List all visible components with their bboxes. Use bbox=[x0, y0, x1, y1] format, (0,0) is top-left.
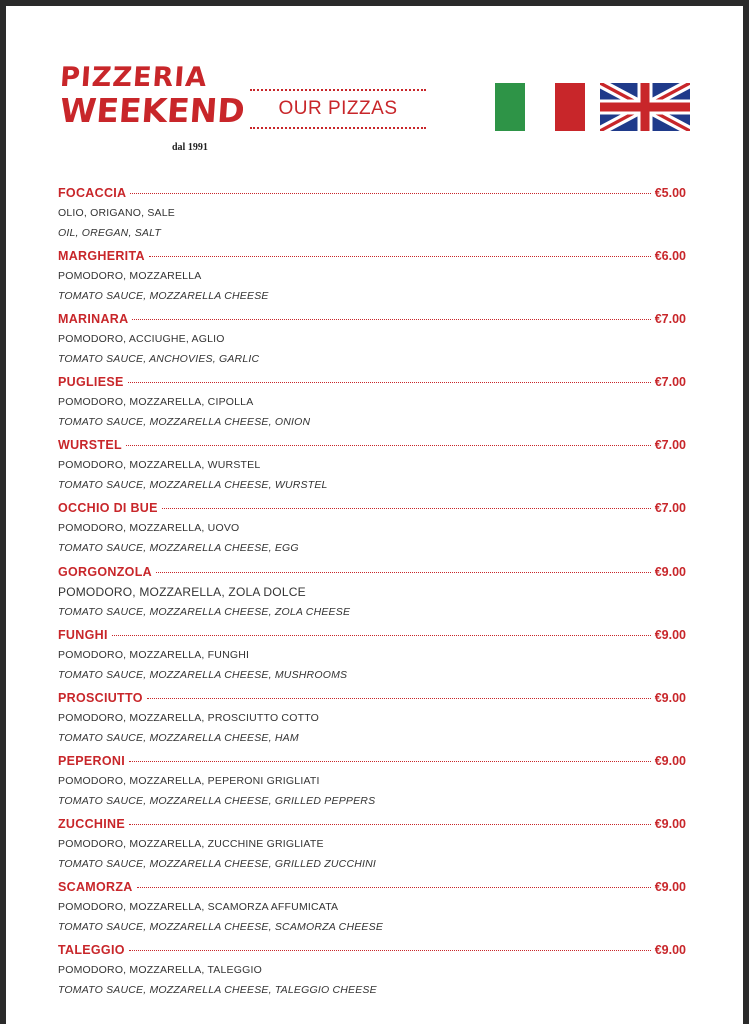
pizzeria-logo bbox=[58, 62, 247, 162]
dot-leader bbox=[129, 950, 651, 951]
title-rule-top bbox=[250, 89, 426, 91]
section-title-text: OUR PIZZAS bbox=[278, 98, 398, 119]
dot-leader bbox=[149, 256, 651, 257]
italian-flag-icon[interactable] bbox=[495, 83, 585, 131]
pizza-name: MARINARA bbox=[58, 312, 129, 327]
pizza-price: €9.00 bbox=[654, 880, 686, 895]
menu-item bbox=[58, 498, 686, 561]
menu-item bbox=[58, 814, 686, 877]
ingredients-italian: POMODORO, MOZZARELLA, CIPOLLA bbox=[58, 396, 254, 409]
italy-white-stripe bbox=[525, 83, 555, 131]
pizza-price: €7.00 bbox=[654, 438, 686, 453]
pizza-price: €9.00 bbox=[654, 943, 686, 958]
menu-page bbox=[6, 6, 743, 1024]
menu-item bbox=[58, 688, 686, 751]
menu-item bbox=[58, 940, 686, 1003]
pizza-price: €7.00 bbox=[654, 312, 686, 327]
menu-item bbox=[58, 751, 686, 814]
menu-item-header bbox=[58, 246, 686, 266]
ingredients-italian: POMODORO, MOZZARELLA bbox=[58, 270, 202, 283]
ingredients-italian: POMODORO, ACCIUGHE, AGLIO bbox=[58, 333, 225, 346]
ingredients-italian: OLIO, ORIGANO, SALE bbox=[58, 207, 175, 219]
logo-line-2: WEEKEND bbox=[58, 91, 247, 130]
dot-leader bbox=[137, 887, 651, 888]
ingredients-english: TOMATO SAUCE, MOZZARELLA CHEESE, HAM bbox=[58, 731, 299, 744]
menu-item-header bbox=[58, 372, 686, 392]
ingredients-italian: POMODORO, MOZZARELLA, TALEGGIO bbox=[58, 964, 262, 977]
ingredients-italian: POMODORO, MOZZARELLA, UOVO bbox=[58, 522, 240, 535]
ingredients-english: TOMATO SAUCE, MOZZARELLA CHEESE, GRILLED PEPPERS bbox=[58, 794, 376, 807]
pizza-name: WURSTEL bbox=[58, 438, 122, 453]
dot-leader bbox=[130, 193, 650, 194]
since-label: dal 1991 bbox=[172, 142, 208, 153]
section-title bbox=[250, 89, 426, 129]
ingredients-italian: POMODORO, MOZZARELLA, WURSTEL bbox=[58, 459, 261, 472]
ingredients-english: TOMATO SAUCE, MOZZARELLA CHEESE, WURSTEL bbox=[58, 479, 328, 492]
menu-item-header bbox=[58, 814, 686, 834]
pizza-name: TALEGGIO bbox=[58, 943, 125, 958]
pizza-price: €6.00 bbox=[654, 249, 686, 264]
menu-item bbox=[58, 372, 686, 435]
italy-red-stripe bbox=[555, 83, 585, 131]
pizza-name: ZUCCHINE bbox=[58, 816, 125, 831]
ingredients-italian: POMODORO, MOZZARELLA, ZUCCHINE GRIGLIATE bbox=[58, 837, 324, 850]
dot-leader bbox=[147, 698, 651, 699]
pizza-name: SCAMORZA bbox=[58, 880, 133, 895]
menu-item bbox=[58, 309, 686, 372]
pizza-price: €5.00 bbox=[654, 186, 686, 200]
pizza-price: €7.00 bbox=[654, 501, 686, 516]
menu-item-header bbox=[58, 940, 686, 960]
dot-leader bbox=[128, 382, 651, 383]
ingredients-english: TOMATO SAUCE, MOZZARELLA CHEESE, TALEGGIO CHEESE bbox=[58, 984, 377, 997]
pizza-price: €7.00 bbox=[654, 375, 686, 390]
ingredients-english: TOMATO SAUCE, MOZZARELLA CHEESE, EGG bbox=[58, 542, 299, 555]
pizza-name: GORGONZOLA bbox=[58, 564, 152, 579]
pizza-name: OCCHIO DI BUE bbox=[58, 501, 158, 516]
pizza-price: €9.00 bbox=[654, 816, 686, 831]
menu-item bbox=[58, 625, 686, 688]
pizza-price: €9.00 bbox=[654, 690, 686, 705]
pizza-name: FUNGHI bbox=[58, 627, 108, 642]
logo-line-1: PIZZERIA bbox=[58, 62, 209, 93]
italy-green-stripe bbox=[495, 83, 525, 131]
ingredients-italian: POMODORO, MOZZARELLA, ZOLA DOLCE bbox=[58, 584, 306, 599]
ingredients-italian: POMODORO, MOZZARELLA, FUNGHI bbox=[58, 648, 250, 661]
ingredients-english: TOMATO SAUCE, MOZZARELLA CHEESE bbox=[58, 290, 269, 303]
menu-item bbox=[58, 183, 686, 246]
menu-item-header bbox=[58, 183, 686, 203]
ingredients-english: TOMATO SAUCE, MOZZARELLA CHEESE, SCAMORZA CHEESE bbox=[58, 921, 384, 934]
menu-item-header bbox=[58, 625, 686, 645]
pizza-name: MARGHERITA bbox=[58, 249, 145, 264]
ingredients-english: TOMATO SAUCE, MOZZARELLA CHEESE, MUSHROOMS bbox=[58, 668, 348, 681]
pizza-price: €9.00 bbox=[654, 627, 686, 642]
pizza-name: PEPERONI bbox=[58, 753, 125, 768]
ingredients-english: TOMATO SAUCE, MOZZARELLA CHEESE, ONION bbox=[58, 416, 311, 429]
menu-item-header bbox=[58, 309, 686, 329]
pizza-menu-list bbox=[58, 183, 686, 1003]
menu-item bbox=[58, 435, 686, 498]
dot-leader bbox=[129, 824, 651, 825]
menu-item bbox=[58, 562, 686, 625]
dot-leader bbox=[156, 572, 651, 573]
menu-item-header bbox=[58, 751, 686, 771]
ingredients-italian: POMODORO, MOZZARELLA, PROSCIUTTO COTTO bbox=[58, 711, 319, 724]
uk-flag-icon[interactable] bbox=[600, 83, 690, 131]
menu-item-header bbox=[58, 688, 686, 708]
dot-leader bbox=[132, 319, 650, 320]
menu-item-header bbox=[58, 877, 686, 897]
menu-item-header bbox=[58, 435, 686, 455]
menu-item bbox=[58, 877, 686, 940]
ingredients-english: OIL, OREGAN, SALT bbox=[58, 227, 161, 239]
dot-leader bbox=[162, 508, 651, 509]
ingredients-english: TOMATO SAUCE, MOZZARELLA CHEESE, ZOLA CHEESE bbox=[58, 605, 351, 618]
menu-item-header bbox=[58, 498, 686, 518]
pizza-price: €9.00 bbox=[654, 753, 686, 768]
pizza-name: FOCACCIA bbox=[58, 186, 127, 200]
menu-item bbox=[58, 246, 686, 309]
dot-leader bbox=[126, 445, 651, 446]
dot-leader bbox=[129, 761, 651, 762]
ingredients-english: TOMATO SAUCE, MOZZARELLA CHEESE, GRILLED ZUCCHINI bbox=[58, 857, 377, 870]
pizza-name: PROSCIUTTO bbox=[58, 690, 143, 705]
title-rule-bottom bbox=[250, 127, 426, 129]
pizza-name: PUGLIESE bbox=[58, 375, 124, 390]
ingredients-italian: POMODORO, MOZZARELLA, PEPERONI GRIGLIATI bbox=[58, 774, 320, 787]
pizza-price: €9.00 bbox=[654, 564, 686, 579]
ingredients-english: TOMATO SAUCE, ANCHOVIES, GARLIC bbox=[58, 353, 260, 366]
dot-leader bbox=[112, 635, 651, 636]
menu-item-header bbox=[58, 562, 686, 582]
ingredients-italian: POMODORO, MOZZARELLA, SCAMORZA AFFUMICATA bbox=[58, 901, 339, 914]
